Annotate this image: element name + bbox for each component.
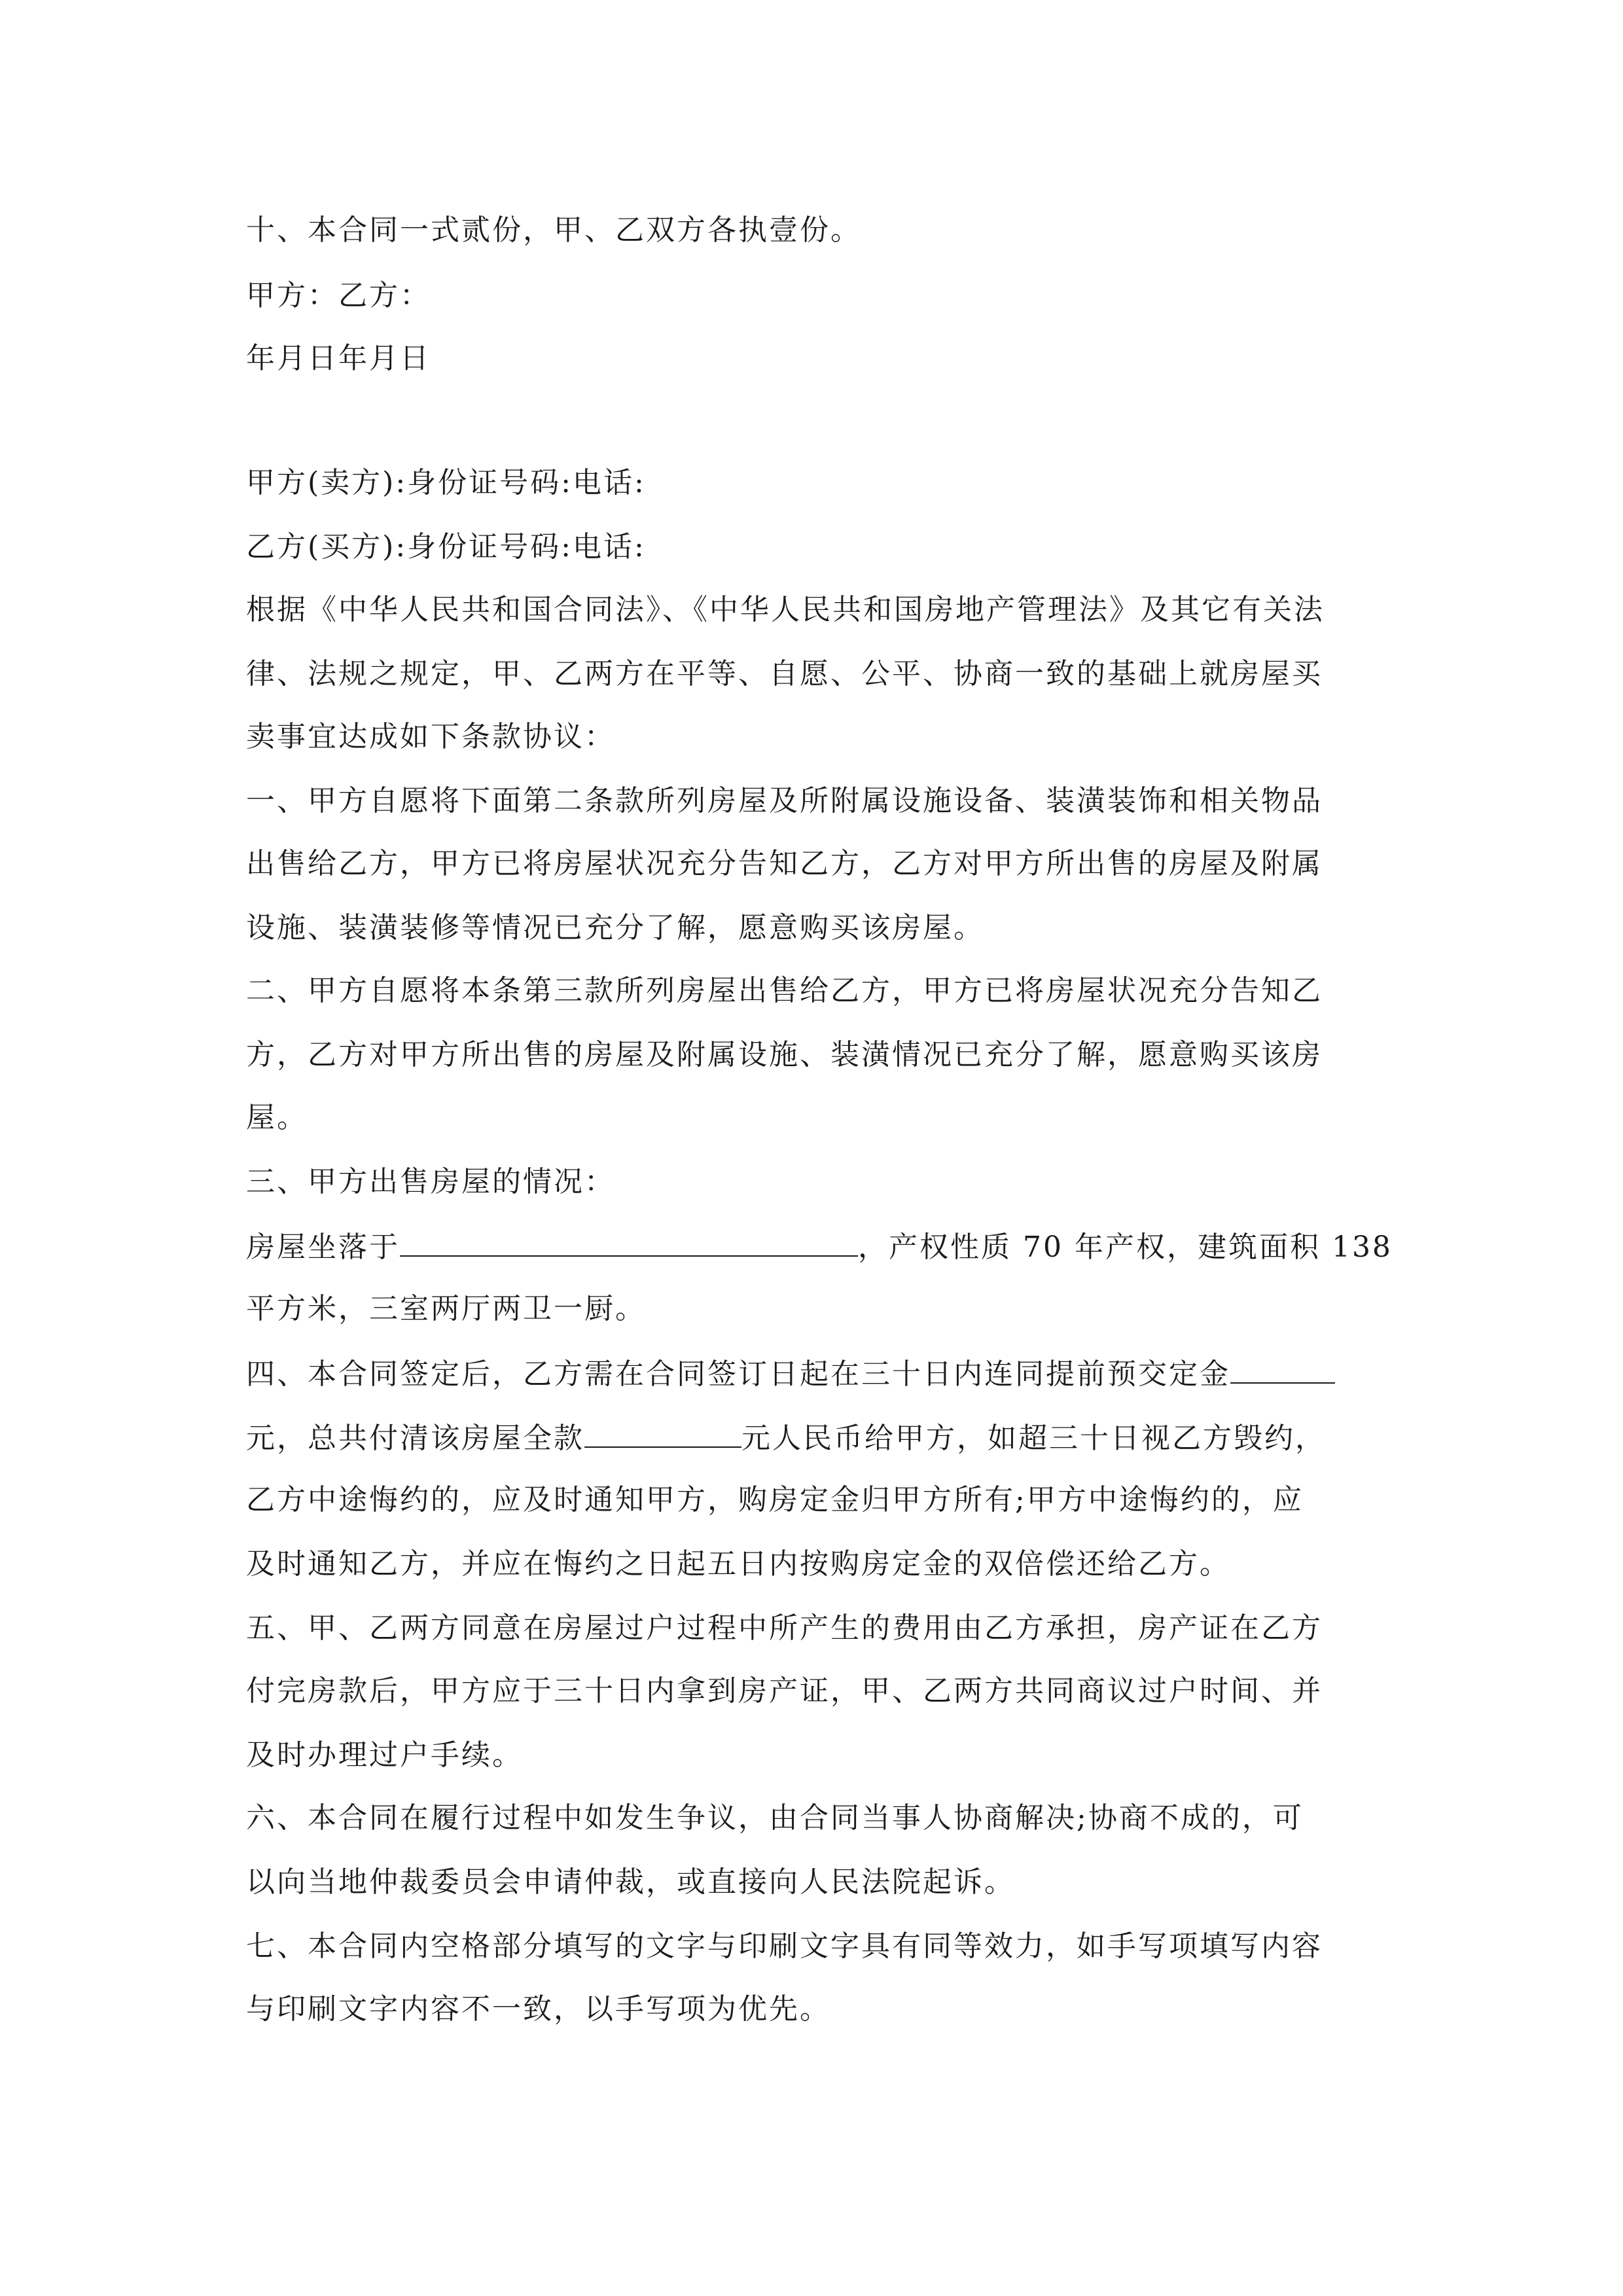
buyer-info-line: 乙方(买方):身份证号码:电话: <box>246 530 646 564</box>
clause-five-line-1: 五、甲、乙两方同意在房屋过户过程中所产生的费用由乙方承担，房产证在乙方 <box>246 1611 1323 1645</box>
total-payment-blank[interactable] <box>584 1418 741 1448</box>
deposit-prefix: 四、本合同签定后，乙方需在合同签订日起在三十日内连同提前预交定金 <box>246 1357 1230 1391</box>
location-prefix: 房屋坐落于 <box>246 1230 400 1264</box>
clause-two-line-1: 二、甲方自愿将本条第三款所列房屋出售给乙方，甲方已将房屋状况充分告知乙 <box>246 974 1323 1007</box>
seller-info-line: 甲方(卖方):身份证号码:电话: <box>246 466 646 499</box>
clause-two-line-2: 方，乙方对甲方所出售的房屋及附属设施、装潢情况已充分了解，愿意购买该房 <box>246 1038 1323 1071</box>
clause-one-line-3: 设施、装潢装修等情况已充分了解，愿意购买该房屋。 <box>246 911 984 944</box>
clause-one-line-2: 出售给乙方，甲方已将房屋状况充分告知乙方，乙方对甲方所出售的房屋及附属 <box>246 847 1323 880</box>
clause-two-line-3: 屋。 <box>246 1101 308 1134</box>
clause-six-line-1: 六、本合同在履行过程中如发生争议，由合同当事人协商解决;协商不成的，可 <box>246 1801 1304 1835</box>
clause-six-line-2: 以向当地仲裁委员会申请仲裁，或直接向人民法院起诉。 <box>246 1865 1015 1899</box>
clause-one-line-1: 一、甲方自愿将下面第二条款所列房屋及所附属设施设备、装潢装饰和相关物品 <box>246 784 1323 817</box>
clause-five-line-3: 及时办理过户手续。 <box>246 1738 523 1772</box>
clause-three-rooms: 平方米，三室两厅两卫一厨。 <box>246 1292 646 1325</box>
clause-seven-line-1: 七、本合同内空格部分填写的文字与印刷文字具有同等效力，如手写项填写内容 <box>246 1929 1323 1963</box>
total-payment-suffix: 元人民币给甲方，如超三十日视乙方毁约， <box>741 1422 1326 1455</box>
clause-ten: 十、本合同一式贰份，甲、乙双方各执壹份。 <box>246 213 861 247</box>
party-signatures: 甲方：乙方： <box>246 279 431 312</box>
preamble-line-1: 根据《中华人民共和国合同法》、《中华人民共和国房地产管理法》及其它有关法 <box>246 593 1325 626</box>
clause-three-heading: 三、甲方出售房屋的情况： <box>246 1165 615 1198</box>
clause-three-location-line <box>246 1227 1393 1267</box>
clause-four-line-2 <box>246 1418 1326 1458</box>
clause-seven-line-2: 与印刷文字内容不一致，以手写项为优先。 <box>246 1992 830 2026</box>
signature-dates: 年月日年月日 <box>246 342 431 375</box>
clause-five-line-2: 付完房款后，甲方应于三十日内拿到房产证，甲、乙两方共同商议过户时间、并 <box>246 1674 1323 1708</box>
deposit-blank[interactable] <box>1230 1354 1335 1384</box>
clause-four-line-4: 及时通知乙方，并应在悔约之日起五日内按购房定金的双倍偿还给乙方。 <box>246 1547 1230 1581</box>
location-suffix: ，产权性质 70 年产权，建筑面积 138 <box>858 1230 1393 1264</box>
total-payment-prefix: 元，总共付清该房屋全款 <box>246 1422 584 1455</box>
preamble-line-3: 卖事宜达成如下条款协议： <box>246 720 615 753</box>
location-blank[interactable] <box>400 1227 858 1257</box>
clause-four-line-3: 乙方中途悔约的，应及时通知甲方，购房定金归甲方所有;甲方中途悔约的，应 <box>246 1483 1304 1516</box>
preamble-line-2: 律、法规之规定，甲、乙两方在平等、自愿、公平、协商一致的基础上就房屋买 <box>246 657 1323 691</box>
clause-four-line-1 <box>246 1354 1335 1394</box>
